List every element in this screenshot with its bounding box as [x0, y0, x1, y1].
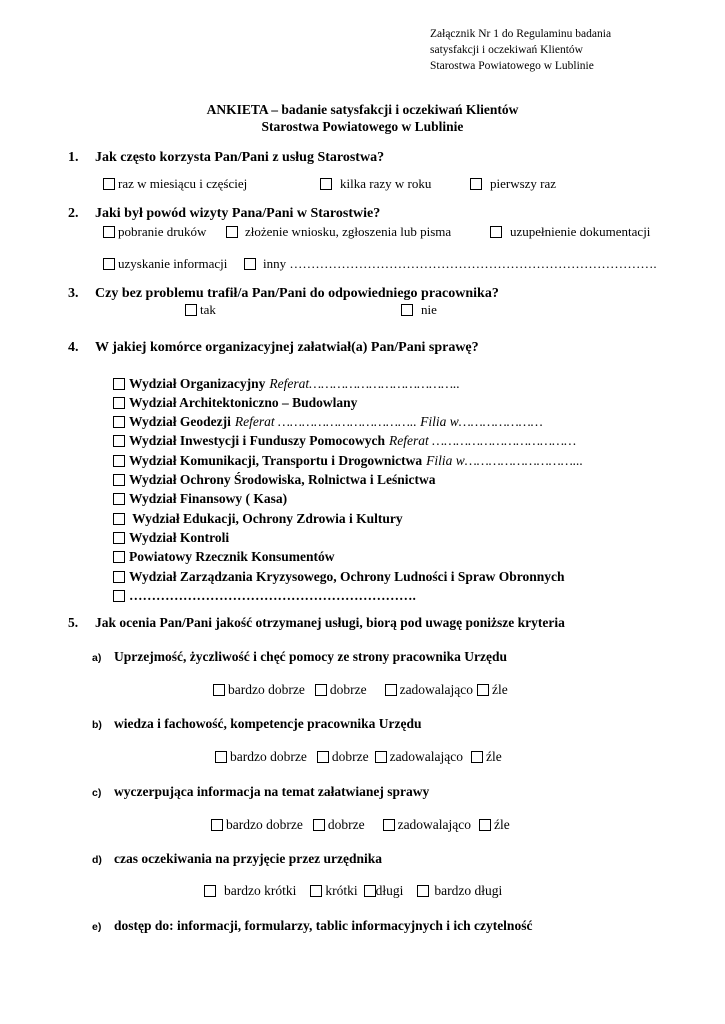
rating-label: bardzo krótki — [224, 883, 297, 898]
checkbox-icon[interactable] — [185, 304, 197, 316]
option-label: uzyskanie informacji — [118, 256, 228, 271]
rating-label: bardzo długi — [434, 883, 503, 898]
checkbox-icon[interactable] — [490, 226, 502, 238]
option-label: pobranie druków — [118, 224, 207, 239]
checkbox-icon[interactable] — [313, 819, 325, 831]
annex-line: Starostwa Powiatowego w Lublinie — [430, 60, 594, 72]
checkbox-icon[interactable] — [113, 474, 125, 486]
question-text: Czy bez problemu trafił/a Pan/Pani do odpowiedniego pracownika? — [95, 286, 499, 301]
checkbox-icon[interactable] — [383, 819, 395, 831]
criterion-text: czas oczekiwania na przyjęcie przez urzędnika — [114, 851, 383, 866]
checkbox-icon[interactable] — [310, 885, 322, 897]
department-name: Wydział Ochrony Środowiska, Rolnictwa i Leśnictwa — [129, 472, 436, 487]
checkbox-icon[interactable] — [113, 551, 125, 563]
q1-option-few-times[interactable] — [320, 176, 431, 192]
rating-label: zadowalająco — [399, 682, 474, 697]
question-number: 3. — [68, 286, 79, 301]
criterion-letter: c) — [92, 787, 102, 799]
checkbox-icon[interactable] — [113, 590, 125, 602]
checkbox-icon[interactable] — [364, 885, 376, 897]
department-option-other[interactable] — [113, 588, 416, 604]
criterion-e — [92, 918, 532, 934]
checkbox-icon[interactable] — [417, 885, 429, 897]
option-label: uzupełnienie dokumentacji — [510, 224, 651, 239]
survey-title — [0, 101, 725, 135]
checkbox-icon[interactable] — [103, 258, 115, 270]
title-line: ANKIETA – badanie satysfakcji i oczekiwań Klientów — [206, 102, 519, 117]
criterion-d — [92, 851, 382, 867]
q2-option-forms[interactable] — [103, 224, 206, 240]
question-text: Jak ocenia Pan/Pani jakość otrzymanej usługi, biorą pod uwagę poniższe kryteria — [95, 615, 565, 630]
rating-row-b — [215, 749, 512, 765]
checkbox-icon[interactable] — [113, 435, 125, 447]
department-extra: Referat …………………………….. Filia w………………… — [234, 414, 543, 429]
rating-label: źle — [492, 682, 508, 697]
checkbox-icon[interactable] — [113, 416, 125, 428]
rating-label: zadowalająco — [389, 749, 464, 764]
department-name: Powiatowy Rzecznik Konsumentów — [129, 549, 335, 564]
q2-option-application[interactable] — [226, 224, 451, 240]
department-option[interactable] — [113, 472, 436, 488]
question-number: 1. — [68, 150, 79, 165]
checkbox-icon[interactable] — [103, 178, 115, 190]
department-name: Wydział Komunikacji, Transportu i Drogownictwa — [129, 453, 423, 468]
department-extra: Filia w………………………... — [426, 453, 583, 468]
department-option[interactable] — [113, 376, 460, 392]
criterion-b — [92, 716, 421, 732]
option-label: nie — [421, 302, 437, 317]
question-text: Jak często korzysta Pan/Pani z usług Starostwa? — [95, 150, 385, 165]
checkbox-icon[interactable] — [375, 751, 387, 763]
q1-option-monthly[interactable] — [103, 176, 247, 192]
rating-label: źle — [486, 749, 502, 764]
criterion-letter: b) — [92, 719, 102, 731]
checkbox-icon[interactable] — [470, 178, 482, 190]
criterion-letter: a) — [92, 652, 102, 664]
question-text: Jaki był powód wizyty Pana/Pani w Starostwie? — [95, 206, 381, 221]
department-extra: Referat ……………………………… — [389, 433, 577, 448]
criterion-text: dostęp do: informacji, formularzy, tablic informacyjnych i ich czytelność — [114, 918, 533, 933]
rating-label: zadowalająco — [397, 817, 472, 832]
checkbox-icon[interactable] — [113, 378, 125, 390]
department-name: Wydział Finansowy ( Kasa) — [129, 491, 288, 506]
department-option[interactable] — [113, 530, 229, 546]
checkbox-icon[interactable] — [320, 178, 332, 190]
rating-label: dobrze — [329, 682, 367, 697]
department-option[interactable] — [113, 414, 543, 430]
annex-line: satysfakcji i oczekiwań Klientów — [430, 44, 583, 56]
question-number: 4. — [68, 340, 79, 355]
checkbox-icon[interactable] — [226, 226, 238, 238]
department-option[interactable] — [113, 511, 403, 527]
criterion-text: wyczerpująca informacja na temat załatwianej sprawy — [114, 784, 430, 799]
option-label: tak — [200, 302, 216, 317]
q2-option-other[interactable] — [244, 256, 657, 272]
checkbox-icon[interactable] — [113, 513, 125, 525]
question-text: W jakiej komórce organizacyjnej załatwiał(a) Pan/Pani sprawę? — [95, 340, 479, 355]
question-number: 2. — [68, 206, 79, 221]
checkbox-icon[interactable] — [113, 397, 125, 409]
department-option[interactable] — [113, 453, 583, 469]
q3-option-no[interactable] — [401, 302, 437, 318]
criterion-letter: d) — [92, 854, 102, 866]
checkbox-icon[interactable] — [401, 304, 413, 316]
department-name: Wydział Organizacyjny — [129, 376, 266, 391]
checkbox-icon[interactable] — [477, 684, 489, 696]
annex-note — [430, 26, 611, 74]
q2-option-supplement[interactable] — [490, 224, 650, 240]
rating-label: bardzo dobrze — [228, 682, 305, 697]
checkbox-icon[interactable] — [113, 532, 125, 544]
q1-option-first-time[interactable] — [470, 176, 556, 192]
option-label: złożenie wniosku, zgłoszenia lub pisma — [245, 224, 452, 239]
checkbox-icon[interactable] — [113, 493, 125, 505]
option-label: pierwszy raz — [490, 176, 557, 191]
checkbox-icon[interactable] — [479, 819, 491, 831]
department-name: Wydział Edukacji, Ochrony Zdrowia i Kultury — [129, 511, 403, 526]
rating-label: źle — [494, 817, 510, 832]
annex-line: Załącznik Nr 1 do Regulaminu badania — [430, 28, 612, 40]
department-name: Wydział Inwestycji i Funduszy Pomocowych — [129, 433, 385, 448]
department-name: Wydział Kontroli — [129, 530, 230, 545]
question-4 — [0, 340, 725, 358]
checkbox-icon[interactable] — [113, 571, 125, 583]
checkbox-icon[interactable] — [244, 258, 256, 270]
checkbox-icon[interactable] — [213, 684, 225, 696]
checkbox-icon[interactable] — [385, 684, 397, 696]
option-label: inny …………………………………………………………………………. — [263, 256, 657, 271]
department-extra: Referat……………………………….. — [269, 376, 460, 391]
rating-label: bardzo dobrze — [226, 817, 303, 832]
criterion-c — [92, 784, 429, 800]
criterion-text: wiedza i fachowość, kompetencje pracownika Urzędu — [114, 716, 422, 731]
department-option[interactable] — [113, 491, 287, 507]
rating-label: długi — [375, 883, 404, 898]
q3-option-yes[interactable] — [185, 302, 216, 318]
option-label: raz w miesiącu i częściej — [118, 176, 248, 191]
title-line: Starostwa Powiatowego w Lublinie — [261, 119, 464, 134]
department-option[interactable] — [113, 433, 576, 449]
department-name: Wydział Zarządzania Kryzysowego, Ochrony Ludności i Spraw Obronnych — [129, 569, 565, 584]
rating-row-a — [213, 682, 518, 698]
question-2 — [0, 206, 725, 224]
question-number: 5. — [68, 615, 79, 630]
checkbox-icon[interactable] — [471, 751, 483, 763]
criterion-a — [92, 649, 507, 665]
option-label: kilka razy w roku — [340, 176, 432, 191]
checkbox-icon[interactable] — [215, 751, 227, 763]
checkbox-icon[interactable] — [103, 226, 115, 238]
department-option[interactable] — [113, 395, 357, 411]
department-option[interactable] — [113, 549, 335, 565]
checkbox-icon[interactable] — [113, 455, 125, 467]
checkbox-icon[interactable] — [204, 885, 216, 897]
rating-label: krótki — [325, 883, 358, 898]
checkbox-icon[interactable] — [315, 684, 327, 696]
criterion-text: Uprzejmość, życzliwość i chęć pomocy ze strony pracownika Urzędu — [114, 649, 508, 664]
q2-option-information[interactable] — [103, 256, 227, 272]
department-option[interactable] — [113, 569, 565, 585]
department-name: Wydział Architektoniczno – Budowlany — [129, 395, 358, 410]
checkbox-icon[interactable] — [317, 751, 329, 763]
question-5 — [0, 615, 725, 633]
question-1 — [0, 150, 725, 168]
rating-row-d — [204, 883, 512, 899]
rating-label: dobrze — [327, 817, 365, 832]
rating-label: bardzo dobrze — [230, 749, 307, 764]
rating-label: dobrze — [331, 749, 369, 764]
checkbox-icon[interactable] — [211, 819, 223, 831]
department-name: ………………………………………………………. — [129, 588, 416, 603]
criterion-letter: e) — [92, 921, 102, 933]
department-name: Wydział Geodezji — [129, 414, 231, 429]
rating-row-c — [211, 817, 520, 833]
question-3 — [0, 286, 725, 304]
